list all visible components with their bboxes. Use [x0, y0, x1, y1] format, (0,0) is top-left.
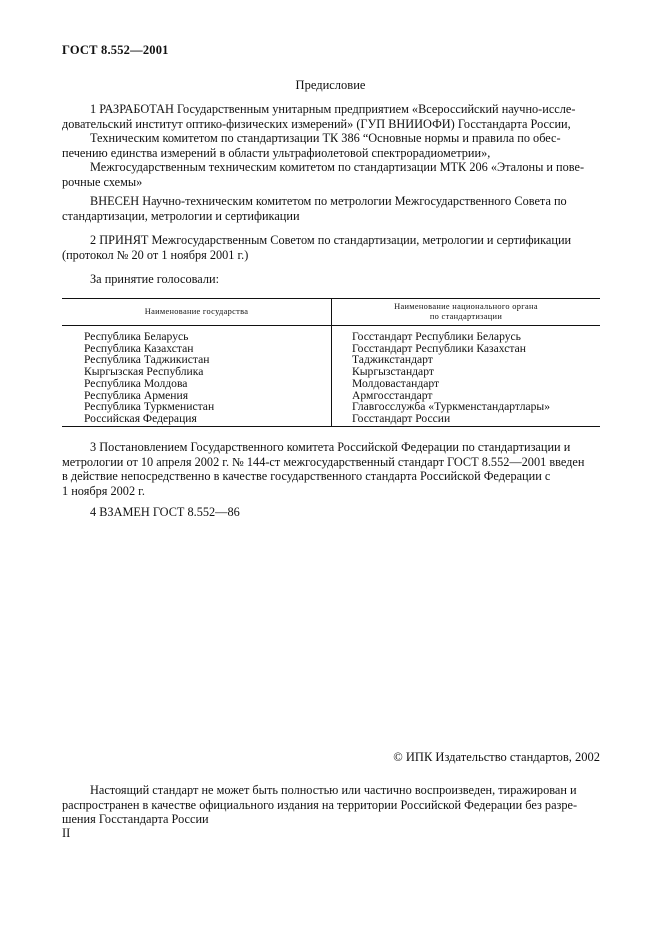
- paragraph-line: Техническим комитетом по стандартизации ТК 386 “Основные нормы и правила по обес-: [90, 131, 561, 145]
- country-cell: Российская Федерация: [62, 413, 332, 426]
- country-cell: Республика Казахстан: [62, 343, 332, 355]
- paragraph-line: печению единства измерений в области ультрафиолетовой спектрорадиометрии»,: [62, 145, 491, 160]
- column-header-country: Наименование государства: [62, 299, 332, 326]
- paragraph-line: Настоящий стандарт не может быть полностью или частично воспроизведен, тиражирован и: [90, 783, 577, 797]
- paragraph-line: (протокол № 20 от 1 ноября 2001 г.): [62, 247, 249, 262]
- paragraph-line: 1 ноября 2002 г.: [62, 483, 145, 498]
- paragraph-line: стандартизации, метрологии и сертификации: [62, 208, 300, 223]
- page-title: Предисловие: [295, 78, 366, 92]
- body-cell: Таджикстандарт: [352, 353, 433, 367]
- section-replaces: 4 ВЗАМЕН ГОСТ 8.552—86: [90, 505, 240, 519]
- paragraph-line: 1 РАЗРАБОТАН Государственным унитарным предприятием «Всероссийский научно-иссле-: [90, 102, 576, 116]
- section-introduced: [62, 194, 600, 223]
- voted-label: За принятие голосовали:: [90, 272, 219, 286]
- body-cell: Кыргызстандарт: [352, 365, 434, 379]
- paragraph-line: 2 ПРИНЯТ Межгосударственным Советом по стандартизации, метрологии и сертификации: [90, 233, 572, 247]
- table-row: [62, 413, 600, 426]
- paragraph-line: 3 Постановлением Государственного комитета Российской Федерации по стандартизации и: [90, 440, 571, 454]
- body-cell: Госстандарт Республики Беларусь: [352, 330, 521, 343]
- paragraph-line: рочные схемы»: [62, 174, 143, 189]
- paragraph-line: ВНЕСЕН Научно-техническим комитетом по метрологии Межгосударственного Совета по: [90, 194, 567, 208]
- country-cell: Республика Туркменистан: [62, 401, 332, 413]
- reproduction-notice: [62, 783, 600, 827]
- section-adopted: [62, 233, 600, 262]
- country-cell: Республика Беларусь: [62, 326, 332, 343]
- copyright-notice: © ИПК Издательство стандартов, 2002: [393, 750, 600, 764]
- country-cell: Республика Армения: [62, 390, 332, 402]
- standard-code: ГОСТ 8.552—2001: [62, 43, 169, 57]
- body-cell: Госстандарт России: [332, 413, 601, 426]
- body-cell: Главгосслужба «Туркменстандартлары»: [352, 400, 551, 414]
- paragraph-line: шения Госстандарта России: [62, 812, 209, 826]
- body-cell: Армгосстандарт: [352, 388, 433, 402]
- table-row: [62, 326, 600, 343]
- section-enacted: [62, 440, 600, 498]
- paragraph-line: довательский институт оптико-физических измерений» (ГУП ВНИИОФИ) Госстандарта России,: [62, 116, 571, 131]
- country-cell: Кыргызская Республика: [62, 366, 332, 378]
- column-header-body: Наименование национального органа по стандартизации: [332, 299, 601, 326]
- paragraph-line: метрологии от 10 апреля 2002 г. № 144-ст межгосударственный стандарт ГОСТ 8.552—2001 введен: [62, 454, 585, 469]
- paragraph-line: Межгосударственным техническим комитетом по стандартизации МТК 206 «Эталоны и пове-: [90, 160, 585, 174]
- body-cell: Молдовастандарт: [352, 376, 440, 390]
- paragraph-line: распространен в качестве официального издания на территории Российской Федерации без разре-: [62, 797, 578, 812]
- country-cell: Республика Молдова: [62, 378, 332, 390]
- page-number: II: [62, 826, 71, 840]
- paragraph-line: в действие непосредственно в качестве государственного стандарта Российской Федерации с: [62, 469, 551, 483]
- body-cell: Госстандарт Республики Казахстан: [352, 341, 526, 355]
- section-developed: [62, 102, 600, 189]
- table-row: [62, 378, 600, 390]
- country-cell: Республика Таджикистан: [62, 354, 332, 366]
- voting-table: [62, 298, 600, 427]
